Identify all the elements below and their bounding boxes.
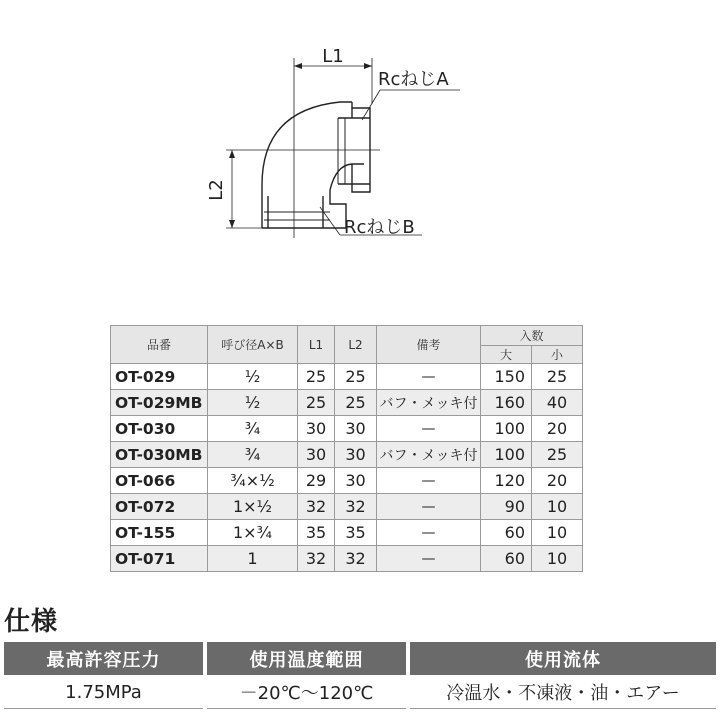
spec-divider <box>207 708 406 709</box>
cell-l2: 30 <box>335 468 377 494</box>
product-table <box>110 325 583 572</box>
cell-code: OT-030 <box>111 416 208 442</box>
spec-title: 仕様 <box>4 607 59 637</box>
cell-code: OT-029MB <box>111 390 208 416</box>
cell-qty-large: 90 <box>481 494 532 520</box>
thread-b-label: RcねじB <box>344 217 415 238</box>
cell-l1: 29 <box>298 468 335 494</box>
spec-header-temperature-range: 使用温度範囲 <box>207 642 406 675</box>
cell-l1: 25 <box>298 364 335 390</box>
cell-l2: 32 <box>335 546 377 572</box>
header-quantity: 入数 <box>481 326 583 346</box>
header-code: 品番 <box>111 326 208 364</box>
cell-l1: 30 <box>298 416 335 442</box>
cell-qty-small: 10 <box>532 546 583 572</box>
spec-header-fluid: 使用流体 <box>410 642 716 675</box>
cell-size: 1×¾ <box>208 520 298 546</box>
table-row <box>111 468 583 494</box>
spec-value-temperature-range: －20℃～120℃ <box>239 683 374 704</box>
cell-note: — <box>377 494 481 520</box>
socket-a-body <box>352 102 370 192</box>
header-l1: L1 <box>298 326 335 364</box>
table-row <box>111 442 583 468</box>
spec-divider <box>4 708 203 709</box>
cell-qty-small: 25 <box>532 442 583 468</box>
cell-qty-large: 150 <box>481 364 532 390</box>
cell-code: OT-029 <box>111 364 208 390</box>
cell-qty-large: 120 <box>481 468 532 494</box>
cell-l1: 32 <box>298 546 335 572</box>
cell-note: — <box>377 468 481 494</box>
header-quantity-small: 小 <box>532 346 583 364</box>
cell-size: ½ <box>208 390 298 416</box>
cell-qty-large: 60 <box>481 546 532 572</box>
cell-l1: 25 <box>298 390 335 416</box>
cell-l1: 32 <box>298 494 335 520</box>
header-l2: L2 <box>335 326 377 364</box>
cell-code: OT-155 <box>111 520 208 546</box>
dimension-l1-label: L1 <box>322 46 344 67</box>
cell-size: ½ <box>208 364 298 390</box>
table-row <box>111 390 583 416</box>
thread-a-label: RcねじA <box>378 69 449 90</box>
cell-size: ¾ <box>208 442 298 468</box>
socket-b-body <box>262 190 346 228</box>
cell-size: 1×½ <box>208 494 298 520</box>
cell-note: — <box>377 520 481 546</box>
dimension-l2-label: L2 <box>206 179 227 201</box>
cell-note: — <box>377 364 481 390</box>
cell-qty-large: 100 <box>481 442 532 468</box>
cell-qty-small: 10 <box>532 494 583 520</box>
spec-value-max-pressure: 1.75MPa <box>65 681 142 703</box>
cell-code: OT-071 <box>111 546 208 572</box>
table-row <box>111 546 583 572</box>
cell-l2: 32 <box>335 494 377 520</box>
cell-l2: 30 <box>335 416 377 442</box>
table-row <box>111 416 583 442</box>
cell-qty-small: 40 <box>532 390 583 416</box>
table-row <box>111 364 583 390</box>
cell-qty-small: 20 <box>532 468 583 494</box>
cell-note: — <box>377 546 481 572</box>
table-row <box>111 520 583 546</box>
header-note: 備考 <box>377 326 481 364</box>
header-size: 呼び径A×B <box>208 326 298 364</box>
cell-size: ¾×½ <box>208 468 298 494</box>
cell-note: バフ・メッキ付 <box>377 442 481 468</box>
cell-l1: 30 <box>298 442 335 468</box>
header-quantity-large: 大 <box>481 346 532 364</box>
spec-divider <box>410 708 716 709</box>
cell-l2: 25 <box>335 364 377 390</box>
spec-value-fluid: 冷温水・不凍液・油・エアー <box>446 683 680 704</box>
table-row <box>111 494 583 520</box>
cell-l2: 25 <box>335 390 377 416</box>
cell-qty-large: 100 <box>481 416 532 442</box>
cell-size: 1 <box>208 546 298 572</box>
cell-code: OT-072 <box>111 494 208 520</box>
cell-note: バフ・メッキ付 <box>377 390 481 416</box>
elbow-dimension-diagram <box>0 0 720 300</box>
spec-header-max-pressure: 最高許容圧力 <box>4 642 203 675</box>
cell-code: OT-066 <box>111 468 208 494</box>
cell-l1: 35 <box>298 520 335 546</box>
cell-code: OT-030MB <box>111 442 208 468</box>
cell-qty-small: 20 <box>532 416 583 442</box>
elbow-inner-contour <box>330 164 364 190</box>
cell-note: — <box>377 416 481 442</box>
cell-l2: 35 <box>335 520 377 546</box>
cell-qty-small: 10 <box>532 520 583 546</box>
cell-l2: 30 <box>335 442 377 468</box>
cell-size: ¾ <box>208 416 298 442</box>
cell-qty-large: 60 <box>481 520 532 546</box>
cell-qty-small: 25 <box>532 364 583 390</box>
cell-qty-large: 160 <box>481 390 532 416</box>
